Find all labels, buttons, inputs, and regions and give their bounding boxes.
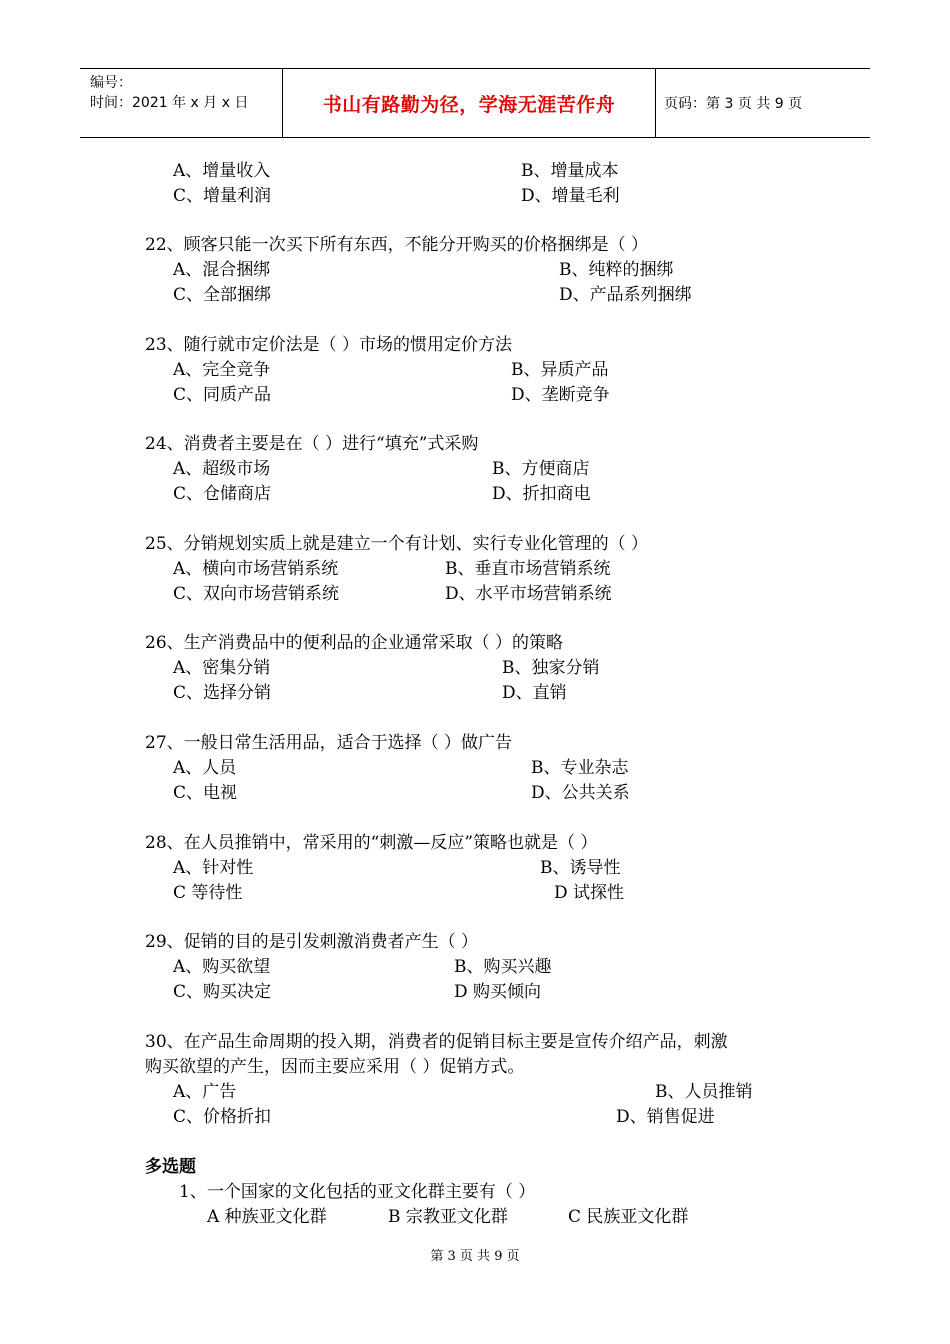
option-b: B、专业杂志 — [531, 758, 629, 778]
option-b: B、纯粹的捆绑 — [559, 260, 674, 280]
option-d: D、增量毛利 — [521, 186, 620, 206]
option-d: D 试探性 — [554, 883, 625, 903]
option-d: D、公共关系 — [531, 783, 630, 803]
option-c: C、仓储商店 — [173, 484, 272, 504]
option-d: D、水平市场营销系统 — [445, 584, 612, 604]
option-d: D、直销 — [502, 683, 567, 703]
header-meta — [90, 73, 248, 113]
question-stem: 22、顾客只能一次买下所有东西，不能分开购买的价格捆绑是（ ） — [145, 235, 649, 255]
option-c: C、增量利润 — [173, 186, 272, 206]
option-a: A、人员 — [173, 758, 237, 778]
question-stem: 25、分销规划实质上就是建立一个有计划、实行专业化管理的（ ） — [145, 534, 649, 554]
option-a: A、混合捆绑 — [173, 260, 271, 280]
option-b: B、独家分销 — [502, 658, 600, 678]
page-footer: 第 3 页 共 9 页 — [430, 1249, 520, 1264]
option-c: C 等待性 — [173, 883, 243, 903]
option-b: B、异质产品 — [511, 360, 609, 380]
option-c: C、电视 — [173, 783, 238, 803]
question-stem: 23、随行就市定价法是（ ）市场的惯用定价方法 — [145, 335, 513, 355]
header-divider — [655, 69, 656, 137]
option-b: B、垂直市场营销系统 — [445, 559, 611, 579]
option-a: A、密集分销 — [173, 658, 271, 678]
option-a: A、超级市场 — [173, 459, 271, 479]
question-stem: 27、一般日常生活用品，适合于选择（ ）做广告 — [145, 733, 513, 753]
option-d: D、折扣商电 — [492, 484, 591, 504]
option-b: B、诱导性 — [540, 858, 621, 878]
option-c: C、全部捆绑 — [173, 285, 272, 305]
option-a: A 种族亚文化群 — [207, 1207, 327, 1227]
question-stem: 30、在产品生命周期的投入期，消费者的促销目标主要是宣传介绍产品，刺激 — [145, 1032, 728, 1052]
option-b: B、增量成本 — [521, 161, 619, 181]
option-b: B、购买兴趣 — [454, 957, 552, 977]
number-label: 编号： — [90, 75, 132, 91]
header-page-info: 页码：第 3 页 共 9 页 — [664, 96, 803, 112]
question-stem-continued: 购买欲望的产生，因而主要应采用（ ）促销方式。 — [145, 1057, 525, 1077]
question-stem: 26、生产消费品中的便利品的企业通常采取（ ）的策略 — [145, 633, 564, 653]
option-a: A、完全竞争 — [173, 360, 271, 380]
question-stem: 28、在人员推销中，常采用的“刺激—反应”策略也就是（ ） — [145, 833, 598, 853]
option-c: C、选择分销 — [173, 683, 272, 703]
option-b: B、方便商店 — [492, 459, 590, 479]
option-a: A、购买欲望 — [173, 957, 271, 977]
option-c: C、价格折扣 — [173, 1107, 272, 1127]
time-label: 时间：2021 年 x 月 x 日 — [90, 95, 249, 111]
option-d: D、垄断竞争 — [511, 385, 610, 405]
option-d: D、产品系列捆绑 — [559, 285, 692, 305]
option-a: A、针对性 — [173, 858, 254, 878]
question-stem: 1、一个国家的文化包括的亚文化群主要有（ ） — [179, 1182, 536, 1202]
page-header — [80, 68, 870, 138]
question-stem: 29、促销的目的是引发刺激消费者产生（ ） — [145, 932, 479, 952]
question-stem: 24、消费者主要是在（ ）进行“填充”式采购 — [145, 434, 479, 454]
option-a: A、增量收入 — [173, 161, 271, 181]
option-d: D 购买倾向 — [454, 982, 542, 1002]
option-c: C、同质产品 — [173, 385, 272, 405]
option-a: A、广告 — [173, 1082, 237, 1102]
option-a: A、横向市场营销系统 — [173, 559, 339, 579]
option-b: B、人员推销 — [655, 1082, 753, 1102]
option-c: C、购买决定 — [173, 982, 272, 1002]
option-d: D、销售促进 — [616, 1107, 715, 1127]
header-motto: 书山有路勤为径，学海无涯苦作舟 — [322, 93, 616, 116]
option-b: B 宗教亚文化群 — [388, 1207, 508, 1227]
option-c: C、双向市场营销系统 — [173, 584, 340, 604]
option-c: C 民族亚文化群 — [568, 1207, 689, 1227]
section-title: 多选题 — [145, 1157, 196, 1177]
